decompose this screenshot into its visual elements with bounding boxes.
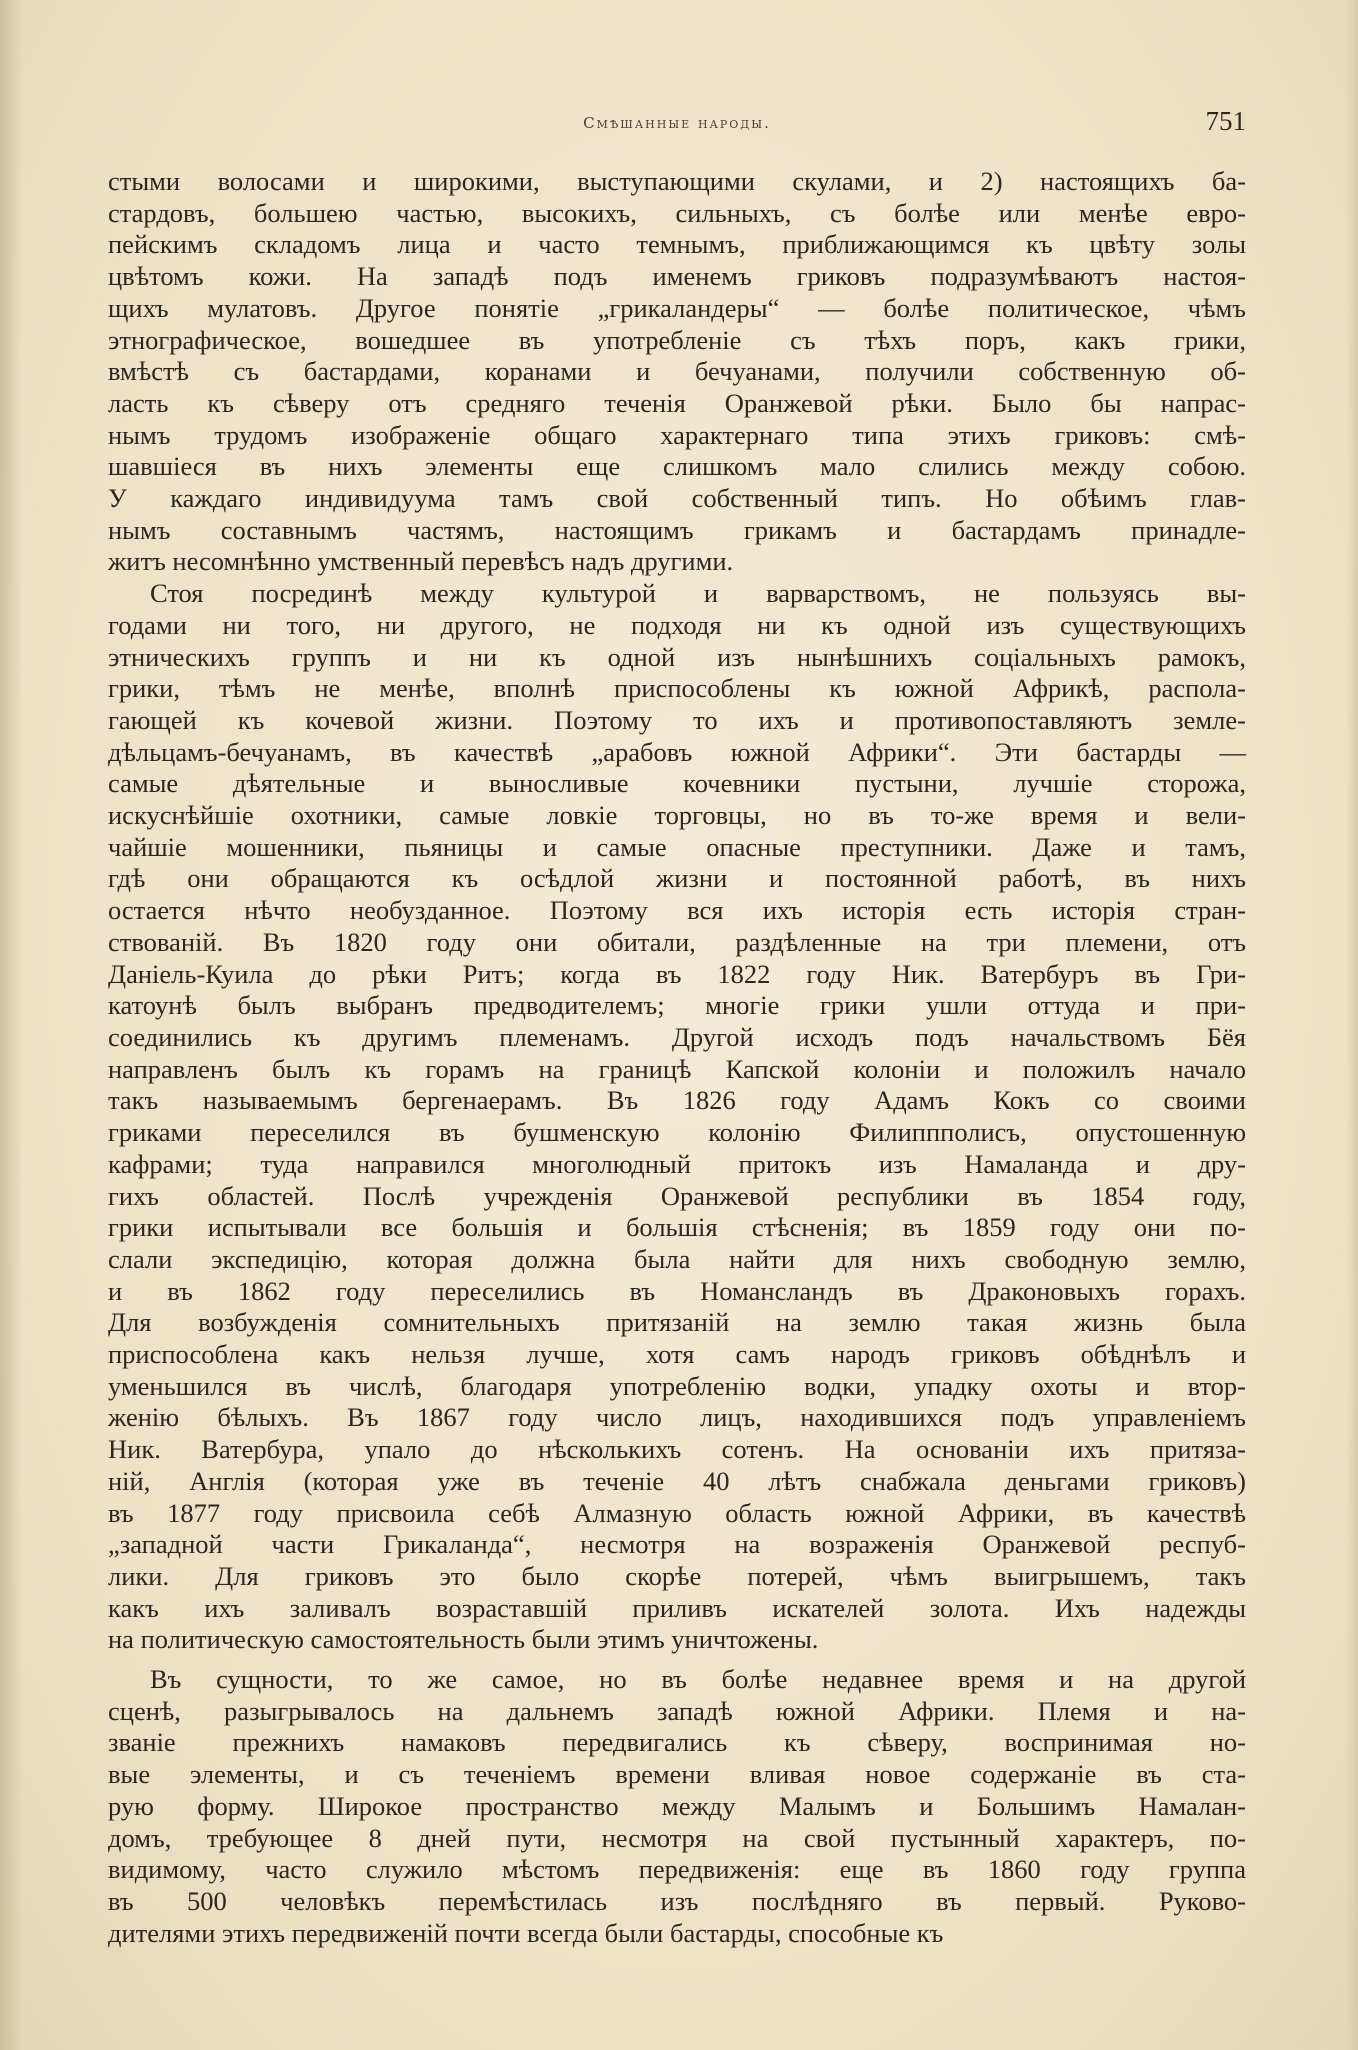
text-line: пейскимъ складомъ лица и часто темнымъ, приближающимся къ цвѣту золы [108,229,1246,260]
text-line: самые дѣятельные и выносливые кочевники пустыни, лучшіе сторожа, [108,768,1246,799]
text-line: ласть къ сѣверу отъ средняго теченія Оранжевой рѣки. Было бы напрас- [108,387,1246,418]
text-line: въ 500 человѣкъ перемѣстилась изъ послѣдняго въ первый. Руково- [108,1885,1246,1916]
text-line: такъ называемымъ бергенаерамъ. Въ 1826 году Адамъ Кокъ со своими [108,1085,1246,1116]
text-line: катоунѣ былъ выбранъ предводителемъ; многіе грики ушли оттуда и при- [108,990,1246,1021]
text-line: рую форму. Широкое пространство между Малымъ и Большимъ Намалан- [108,1790,1246,1821]
text-line: приспособлена какъ нельзя лучше, хотя самъ народъ гриковъ обѣднѣлъ и [108,1339,1246,1370]
text-line: дѣльцамъ-бечуанамъ, въ качествѣ „арабовъ южной Африки“. Эти бастарды — [108,736,1246,767]
text-line: кафрами; туда направился многолюдный притокъ изъ Намаланда и дру- [108,1148,1246,1179]
running-head: Смѣшанные народы. [583,114,771,132]
text-line: соединились къ другимъ племенамъ. Другой исходъ подъ начальствомъ Бёя [108,1021,1246,1052]
text-line: женію бѣлыхъ. Въ 1867 году число лицъ, находившихся подъ управленіемъ [108,1402,1246,1433]
text-line: нымъ составнымъ частямъ, настоящимъ грикамъ и бастардамъ принадле- [108,514,1246,545]
text-line: житъ несомнѣнно умственный перевѣсъ надъ другими. [108,546,734,577]
text-line: Стоя посрединѣ между культурой и варварствомъ, не пользуясь вы- [150,578,1246,609]
text-line: нымъ трудомъ изображеніе общаго характернаго типа этихъ гриковъ: смѣ- [108,419,1246,450]
text-line: чайшіе мошенники, пьяницы и самые опасные преступники. Даже и тамъ, [108,831,1246,862]
page-number: 751 [1205,106,1246,136]
text-line: званіе прежнихъ намаковъ передвигались къ сѣверу, воспринимая но- [108,1727,1246,1758]
text-line: слали экспедицію, которая должна была найти для нихъ свободную землю, [108,1243,1246,1274]
text-line: вые элементы, и съ теченіемъ времени вливая новое содержаніе въ ста- [108,1759,1246,1790]
paragraph [108,578,1246,1656]
text-line: стыми волосами и широкими, выступающими скулами, и 2) настоящихъ ба- [108,166,1246,196]
text-line: грики, тѣмъ не менѣе, вполнѣ приспособлены къ южной Африкѣ, распола- [108,673,1246,704]
text-line: щихъ мулатовъ. Другое понятіе „грикаландеры“ — болѣе политическое, чѣмъ [108,292,1246,323]
text-line: ствованій. Въ 1820 году они обитали, раздѣленные на три племени, отъ [108,926,1246,957]
text-line: гдѣ они обращаются къ осѣдлой жизни и постоянной работѣ, въ нихъ [108,863,1246,894]
text-line: гающей къ кочевой жизни. Поэтому то ихъ и противопоставляютъ земле- [108,704,1246,735]
text-line: грики испытывали все большія и большія стѣсненія; въ 1859 году они по- [108,1212,1246,1243]
text-line: дителями этихъ передвиженій почти всегда были бастарды, способные къ [108,1917,944,1948]
text-line: Даніель-Куила до рѣки Ритъ; когда въ 1822 году Ник. Ватербуръ въ Гри- [108,958,1246,989]
text-line: вмѣстѣ съ бастардами, коранами и бечуанами, получили собственную об- [108,356,1246,387]
text-line: „западной части Грикаланда“, несмотря на возраженія Оранжевой респуб- [108,1529,1246,1560]
paragraph [108,166,1246,578]
page-edge [1346,0,1358,2050]
text-line: цвѣтомъ кожи. На западѣ подъ именемъ гриковъ подразумѣваютъ настоя- [108,261,1246,292]
paragraph [108,1664,1246,1949]
text-line: какъ ихъ заливалъ возраставшій приливъ искателей золота. Ихъ надежды [108,1592,1246,1623]
text-line: искуснѣйшіе охотники, самые ловкіе торговцы, но въ то-же время и вели- [108,800,1246,831]
text-line: этнографическое, вошедшее въ употребленіе съ тѣхъ поръ, какъ грики, [108,324,1246,355]
text-line: направленъ былъ къ горамъ на границѣ Капской колоніи и положилъ начало [108,1053,1246,1084]
page-header [108,106,1246,146]
paragraph-gap [108,1656,1246,1664]
text-line: на политическую самостоятельность были этимъ уничтожены. [108,1624,819,1655]
text-line: Въ сущности, то же самое, но въ болѣе недавнее время и на другой [150,1664,1246,1695]
text-line: шавшіеся въ нихъ элементы еще слишкомъ мало слились между собою. [108,451,1246,482]
text-line: гихъ областей. Послѣ учрежденія Оранжевой республики въ 1854 году, [108,1180,1246,1211]
text-line: въ 1877 году присвоила себѣ Алмазную область южной Африки, въ качествѣ [108,1497,1246,1528]
text-line: годами ни того, ни другого, не подходя ни къ одной изъ существующихъ [108,609,1246,640]
text-line: уменьшился въ числѣ, благодаря употребленію водки, упадку охоты и втор- [108,1370,1246,1401]
text-line: ній, Англія (которая уже въ теченіе 40 лѣтъ снабжала деньгами гриковъ) [108,1465,1246,1496]
text-line: этническихъ группъ и ни къ одной изъ нынѣшнихъ соціальныхъ рамокъ, [108,641,1246,672]
body-text [108,166,1246,1949]
text-line: домъ, требующее 8 дней пути, несмотря на свой пустынный характеръ, по- [108,1822,1246,1853]
text-line: гриками переселился въ бушменскую колонію Филиппполисъ, опустошенную [108,1117,1246,1148]
text-line: лики. Для гриковъ это было скорѣе потерей, чѣмъ выигрышемъ, такъ [108,1560,1246,1591]
text-line: видимому, часто служило мѣстомъ передвиженія: еще въ 1860 году группа [108,1854,1246,1885]
text-line: Для возбужденія сомнительныхъ притязаній на землю такая жизнь была [108,1307,1246,1338]
text-line: Ник. Ватербура, упало до нѣсколькихъ сотенъ. На основаніи ихъ притяза- [108,1434,1246,1465]
binding-shadow [0,0,22,2050]
text-line: сценѣ, разыгрывалось на дальнемъ западѣ южной Африки. Племя и на- [108,1695,1246,1726]
text-line: остается нѣчто необузданное. Поэтому вся ихъ исторія есть исторія стран- [108,895,1246,926]
text-line: У каждаго индивидуума тамъ свой собственный типъ. Но обѣимъ глав- [108,483,1246,514]
text-line: и въ 1862 году переселились въ Номансландъ въ Драконовыхъ горахъ. [108,1275,1246,1306]
text-line: стардовъ, большею частью, высокихъ, сильныхъ, съ болѣе или менѣе евро- [108,197,1246,228]
